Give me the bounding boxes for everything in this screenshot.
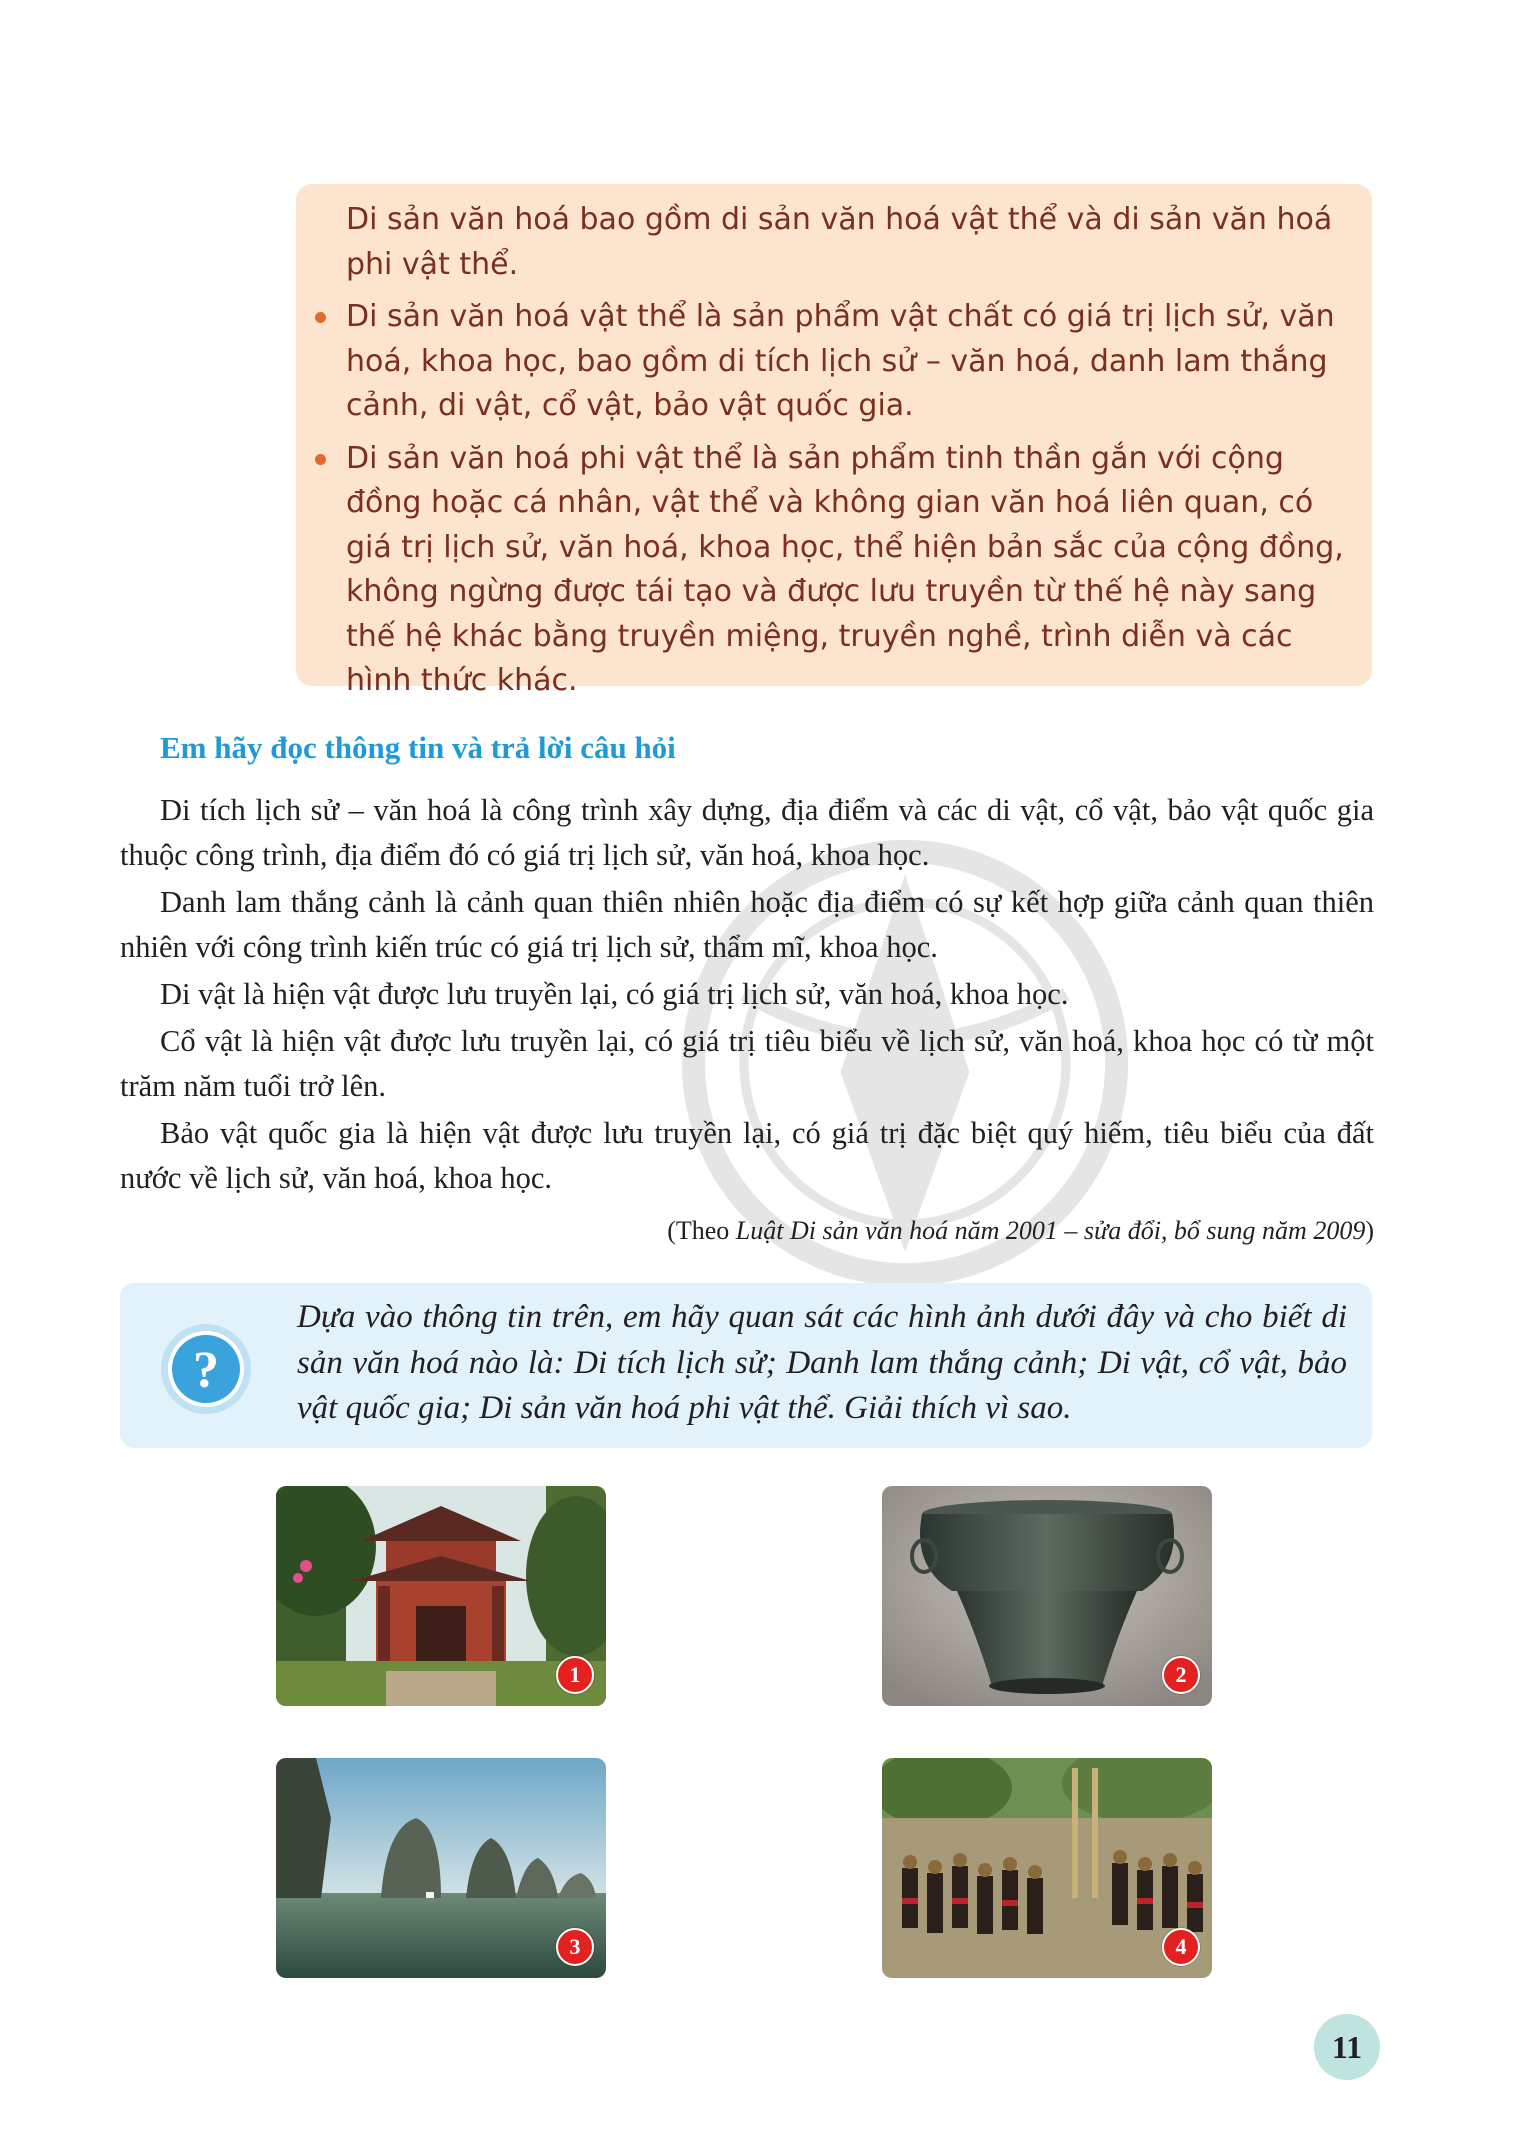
photo-bay xyxy=(276,1758,606,1978)
question-text: Dựa vào thông tin trên, em hãy quan sát các hình ảnh dưới đây và cho biết di sản văn hoá nào là: Di tích lịch sử; Danh lam thắng cảnh; Di vật, cổ vật, bảo vật quốc gia; Di sản văn hoá phi vật thể. Giải thích vì sao. xyxy=(297,1299,1347,1426)
bullet-dot-icon xyxy=(315,312,326,323)
source-prefix: (Theo xyxy=(667,1216,736,1245)
question-mark-icon xyxy=(158,1321,254,1417)
reading-paragraph: Danh lam thắng cảnh là cảnh quan thiên nhiên hoặc địa điểm có sự kết hợp giữa cảnh quan thiên nhiên với công trình kiến trúc có giá trị lịch sử, thẩm mĩ, khoa học. xyxy=(120,885,1374,964)
summary-bullet-text: Di sản văn hoá vật thể là sản phẩm vật chất có giá trị lịch sử, văn hoá, khoa học, bao gồm di tích lịch sử – văn hoá, danh lam thắng cảnh, di vật, cổ vật, bảo vật quốc gia. xyxy=(346,299,1335,423)
reading-paragraph: Di vật là hiện vật được lưu truyền lại, có giá trị lịch sử, văn hoá, khoa học. xyxy=(160,977,1069,1011)
page-number: 11 xyxy=(1314,2014,1380,2080)
photo-number-badge: 4 xyxy=(1162,1928,1200,1966)
photo-festival xyxy=(882,1758,1212,1978)
summary-bullet-text: Di sản văn hoá phi vật thể là sản phẩm tinh thần gắn với cộng đồng hoặc cá nhân, vật thể và không gian văn hoá liên quan, có giá trị lịch sử, văn hoá, khoa học, thể hiện bản sắc của cộng đồng, không ngừng được tái tạo và được lưu truyền từ thế hệ này sang thế hệ khác bằng truyền miệng, truyền nghề, trình diễn và các hình thức khác. xyxy=(346,440,1344,698)
reading-text xyxy=(120,788,1374,1203)
photo-bronze-drum xyxy=(882,1486,1212,1706)
reading-paragraph: Bảo vật quốc gia là hiện vật được lưu truyền lại, có giá trị đặc biệt quý hiếm, tiêu biểu của đất nước về lịch sử, văn hoá, khoa học. xyxy=(120,1116,1374,1195)
source-citation xyxy=(667,1216,1374,1246)
summary-intro: Di sản văn hoá bao gồm di sản văn hoá vật thể và di sản văn hoá phi vật thể. xyxy=(346,202,1333,282)
photo-number-badge: 3 xyxy=(556,1928,594,1966)
source-suffix: ) xyxy=(1365,1216,1374,1245)
photo-pagoda xyxy=(276,1486,606,1706)
bullet-dot-icon xyxy=(315,454,326,465)
summary-bullet xyxy=(346,437,1348,704)
reading-paragraph: Di tích lịch sử – văn hoá là công trình xây dựng, địa điểm và các di vật, cổ vật, bảo vật quốc gia thuộc công trình, địa điểm đó có giá trị lịch sử, văn hoá, khoa học. xyxy=(120,793,1374,872)
photo-number-badge: 1 xyxy=(556,1656,594,1694)
section-heading: Em hãy đọc thông tin và trả lời câu hỏi xyxy=(160,730,676,765)
photo-number-badge: 2 xyxy=(1162,1656,1200,1694)
reading-paragraph: Cổ vật là hiện vật được lưu truyền lại, có giá trị tiêu biểu về lịch sử, văn hoá, khoa học có từ một trăm năm tuổi trở lên. xyxy=(120,1024,1374,1103)
source-title: Luật Di sản văn hoá năm 2001 – sửa đổi, bổ sung năm 2009 xyxy=(735,1216,1366,1245)
summary-bullet xyxy=(346,295,1348,429)
summary-list xyxy=(346,295,1348,704)
question-box xyxy=(120,1283,1372,1448)
summary-box xyxy=(296,184,1372,698)
question-symbol: ? xyxy=(193,1342,219,1399)
